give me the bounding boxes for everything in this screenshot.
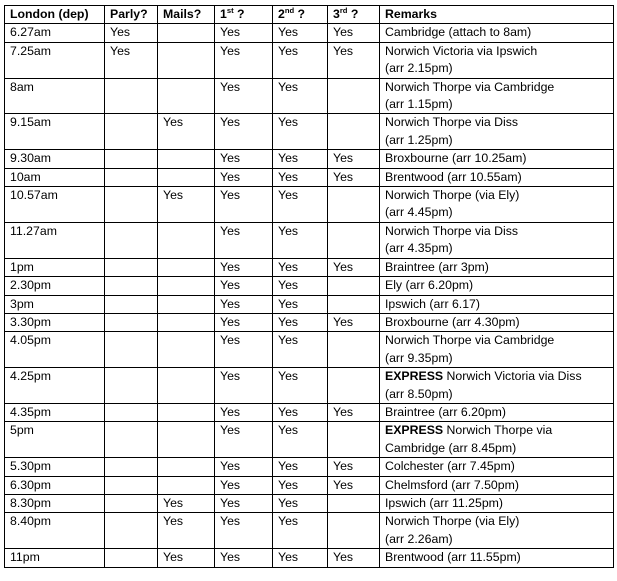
second-class-cell: Yes xyxy=(273,258,328,276)
remarks-line: Norwich Thorpe (via Ely) xyxy=(385,514,520,529)
first-class-cell: Yes xyxy=(215,403,273,421)
parly-cell: Yes xyxy=(105,42,158,78)
remarks-cell xyxy=(380,187,614,223)
first-class-cell: Yes xyxy=(215,368,273,404)
header-first-class-question: ? xyxy=(233,7,245,21)
remarks-line: Norwich Thorpe via Diss xyxy=(385,223,519,238)
mails-cell xyxy=(158,295,215,313)
remarks-line: (arr 1.25pm) xyxy=(385,132,453,147)
remarks-line: Norwich Thorpe via Cambridge xyxy=(385,333,555,348)
second-class-cell: Yes xyxy=(273,403,328,421)
header-remarks: Remarks xyxy=(380,6,614,24)
third-class-cell xyxy=(328,187,380,223)
third-class-cell xyxy=(328,114,380,150)
table-row xyxy=(5,313,614,331)
mails-cell xyxy=(158,42,215,78)
mails-cell xyxy=(158,168,215,186)
remarks-line: Norwich Victoria via Ipswich xyxy=(385,43,538,58)
remarks-cell xyxy=(380,458,614,476)
remarks-cell xyxy=(380,222,614,258)
express-label: EXPRESS xyxy=(385,369,444,384)
second-class-cell: Yes xyxy=(273,313,328,331)
mails-cell xyxy=(158,78,215,114)
remarks-line: (arr 9.35pm) xyxy=(385,350,453,365)
table-row xyxy=(5,24,614,42)
first-class-cell: Yes xyxy=(215,476,273,494)
header-first-class-suffix: st xyxy=(226,5,234,15)
mails-cell xyxy=(158,258,215,276)
remarks-line: (arr 4.45pm) xyxy=(385,205,453,220)
first-class-cell: Yes xyxy=(215,187,273,223)
remarks-line: Norwich Thorpe via Diss xyxy=(385,115,519,130)
remarks-line: Cambridge (attach to 8am) xyxy=(385,25,532,40)
table-row xyxy=(5,513,614,549)
table-row xyxy=(5,422,614,458)
second-class-cell: Yes xyxy=(273,168,328,186)
mails-cell: Yes xyxy=(158,187,215,223)
third-class-cell xyxy=(328,222,380,258)
header-parly: Parly? xyxy=(105,6,158,24)
first-class-cell: Yes xyxy=(215,78,273,114)
table-row xyxy=(5,187,614,223)
remarks-cell xyxy=(380,78,614,114)
mails-cell: Yes xyxy=(158,114,215,150)
remarks-cell xyxy=(380,332,614,368)
departure-cell: 2.30pm xyxy=(5,277,105,295)
third-class-cell xyxy=(328,422,380,458)
parly-cell xyxy=(105,114,158,150)
first-class-cell: Yes xyxy=(215,114,273,150)
remarks-line: Norwich Thorpe via Cambridge xyxy=(385,79,555,94)
header-second-class-suffix: nd xyxy=(284,5,295,15)
departure-cell: 6.27am xyxy=(5,24,105,42)
header-third-class-question: ? xyxy=(347,7,359,21)
first-class-cell: Yes xyxy=(215,458,273,476)
mails-cell: Yes xyxy=(158,494,215,512)
mails-cell: Yes xyxy=(158,513,215,549)
first-class-cell: Yes xyxy=(215,150,273,168)
third-class-cell: Yes xyxy=(328,458,380,476)
remarks-line: (arr 2.26am) xyxy=(385,531,453,546)
departure-cell: 4.25pm xyxy=(5,368,105,404)
third-class-cell: Yes xyxy=(328,168,380,186)
mails-cell xyxy=(158,150,215,168)
header-third-class-suffix: rd xyxy=(339,5,348,15)
departure-cell: 8am xyxy=(5,78,105,114)
remarks-cell xyxy=(380,313,614,331)
parly-cell xyxy=(105,458,158,476)
third-class-cell: Yes xyxy=(328,42,380,78)
second-class-cell: Yes xyxy=(273,332,328,368)
mails-cell xyxy=(158,476,215,494)
third-class-cell xyxy=(328,332,380,368)
remarks-cell xyxy=(380,277,614,295)
table-row xyxy=(5,42,614,78)
first-class-cell: Yes xyxy=(215,277,273,295)
table-row xyxy=(5,494,614,512)
remarks-cell xyxy=(380,549,614,567)
departure-cell: 3.30pm xyxy=(5,313,105,331)
parly-cell xyxy=(105,277,158,295)
first-class-cell: Yes xyxy=(215,222,273,258)
header-third-class-number: 3 xyxy=(333,7,340,21)
departure-cell: 5.30pm xyxy=(5,458,105,476)
header-third-class xyxy=(328,6,380,24)
second-class-cell: Yes xyxy=(273,78,328,114)
parly-cell xyxy=(105,295,158,313)
parly-cell xyxy=(105,513,158,549)
parly-cell xyxy=(105,422,158,458)
parly-cell xyxy=(105,313,158,331)
departure-cell: 11pm xyxy=(5,549,105,567)
parly-cell xyxy=(105,150,158,168)
second-class-cell: Yes xyxy=(273,150,328,168)
remarks-line: Braintree (arr 6.20pm) xyxy=(385,404,506,419)
first-class-cell: Yes xyxy=(215,24,273,42)
mails-cell xyxy=(158,313,215,331)
remarks-line: Ipswich (arr 11.25pm) xyxy=(385,495,503,510)
table-row xyxy=(5,476,614,494)
departure-cell: 10.57am xyxy=(5,187,105,223)
remarks-line: (arr 1.15pm) xyxy=(385,97,453,112)
mails-cell xyxy=(158,24,215,42)
header-second-class-number: 2 xyxy=(278,7,285,21)
second-class-cell: Yes xyxy=(273,458,328,476)
second-class-cell: Yes xyxy=(273,24,328,42)
header-second-class xyxy=(273,6,328,24)
departure-cell: 3pm xyxy=(5,295,105,313)
first-class-cell: Yes xyxy=(215,513,273,549)
parly-cell xyxy=(105,187,158,223)
second-class-cell: Yes xyxy=(273,114,328,150)
remarks-cell xyxy=(380,168,614,186)
remarks-line: (arr 8.50pm) xyxy=(385,386,453,401)
third-class-cell: Yes xyxy=(328,258,380,276)
second-class-cell: Yes xyxy=(273,187,328,223)
mails-cell xyxy=(158,403,215,421)
mails-cell: Yes xyxy=(158,549,215,567)
parly-cell xyxy=(105,494,158,512)
third-class-cell xyxy=(328,295,380,313)
second-class-cell: Yes xyxy=(273,368,328,404)
header-first-class xyxy=(215,6,273,24)
remarks-line: Braintree (arr 3pm) xyxy=(385,259,489,274)
departure-cell: 5pm xyxy=(5,422,105,458)
third-class-cell xyxy=(328,494,380,512)
third-class-cell: Yes xyxy=(328,549,380,567)
remarks-line: Ipswich (arr 6.17) xyxy=(385,296,480,311)
remarks-line: Norwich Thorpe via xyxy=(446,423,553,438)
parly-cell xyxy=(105,549,158,567)
departure-cell: 8.40pm xyxy=(5,513,105,549)
express-label: EXPRESS xyxy=(385,423,444,438)
remarks-line: Norwich Thorpe (via Ely) xyxy=(385,188,520,203)
parly-cell xyxy=(105,403,158,421)
remarks-cell xyxy=(380,494,614,512)
third-class-cell: Yes xyxy=(328,150,380,168)
third-class-cell: Yes xyxy=(328,476,380,494)
remarks-line: Norwich Victoria via Diss xyxy=(446,369,582,384)
first-class-cell: Yes xyxy=(215,332,273,368)
first-class-cell: Yes xyxy=(215,313,273,331)
table-row xyxy=(5,258,614,276)
remarks-line: Broxbourne (arr 10.25am) xyxy=(385,151,527,166)
departure-cell: 7.25am xyxy=(5,42,105,78)
third-class-cell: Yes xyxy=(328,313,380,331)
parly-cell xyxy=(105,332,158,368)
third-class-cell: Yes xyxy=(328,403,380,421)
departure-cell: 9.30am xyxy=(5,150,105,168)
header-first-class-number: 1 xyxy=(220,7,227,21)
parly-cell xyxy=(105,168,158,186)
remarks-cell xyxy=(380,368,614,404)
remarks-cell xyxy=(380,42,614,78)
remarks-cell xyxy=(380,24,614,42)
remarks-line: Brentwood (arr 11.55pm) xyxy=(385,550,521,565)
first-class-cell: Yes xyxy=(215,422,273,458)
remarks-cell xyxy=(380,422,614,458)
table-row xyxy=(5,168,614,186)
remarks-line: (arr 4.35pm) xyxy=(385,241,453,256)
table-row xyxy=(5,114,614,150)
second-class-cell: Yes xyxy=(273,42,328,78)
remarks-line: Chelmsford (arr 7.50pm) xyxy=(385,477,519,492)
remarks-cell xyxy=(380,258,614,276)
remarks-line: Colchester (arr 7.45pm) xyxy=(385,459,515,474)
timetable xyxy=(4,5,614,568)
first-class-cell: Yes xyxy=(215,494,273,512)
remarks-line: Broxbourne (arr 4.30pm) xyxy=(385,314,520,329)
first-class-cell: Yes xyxy=(215,42,273,78)
header-row xyxy=(5,6,614,24)
remarks-cell xyxy=(380,114,614,150)
third-class-cell: Yes xyxy=(328,24,380,42)
parly-cell xyxy=(105,78,158,114)
first-class-cell: Yes xyxy=(215,549,273,567)
parly-cell xyxy=(105,222,158,258)
mails-cell xyxy=(158,368,215,404)
mails-cell xyxy=(158,332,215,368)
header-second-class-question: ? xyxy=(294,7,306,21)
second-class-cell: Yes xyxy=(273,295,328,313)
table-row xyxy=(5,368,614,404)
second-class-cell: Yes xyxy=(273,277,328,295)
third-class-cell xyxy=(328,78,380,114)
second-class-cell: Yes xyxy=(273,476,328,494)
remarks-cell xyxy=(380,150,614,168)
remarks-cell xyxy=(380,476,614,494)
mails-cell xyxy=(158,458,215,476)
remarks-cell xyxy=(380,403,614,421)
departure-cell: 6.30pm xyxy=(5,476,105,494)
table-row xyxy=(5,277,614,295)
parly-cell xyxy=(105,368,158,404)
first-class-cell: Yes xyxy=(215,168,273,186)
departure-cell: 9.15am xyxy=(5,114,105,150)
third-class-cell xyxy=(328,513,380,549)
departure-cell: 8.30pm xyxy=(5,494,105,512)
table-row xyxy=(5,295,614,313)
mails-cell xyxy=(158,422,215,458)
remarks-line: Brentwood (arr 10.55am) xyxy=(385,169,522,184)
second-class-cell: Yes xyxy=(273,222,328,258)
second-class-cell: Yes xyxy=(273,549,328,567)
first-class-cell: Yes xyxy=(215,258,273,276)
mails-cell xyxy=(158,277,215,295)
departure-cell: 10am xyxy=(5,168,105,186)
table-row xyxy=(5,78,614,114)
second-class-cell: Yes xyxy=(273,513,328,549)
table-row xyxy=(5,332,614,368)
mails-cell xyxy=(158,222,215,258)
departure-cell: 1pm xyxy=(5,258,105,276)
remarks-line: Cambridge (arr 8.45pm) xyxy=(385,440,517,455)
remarks-line: Ely (arr 6.20pm) xyxy=(385,278,474,293)
third-class-cell xyxy=(328,368,380,404)
remarks-cell xyxy=(380,295,614,313)
parly-cell xyxy=(105,258,158,276)
timetable-body xyxy=(5,24,614,567)
departure-cell: 11.27am xyxy=(5,222,105,258)
table-row xyxy=(5,458,614,476)
table-row xyxy=(5,150,614,168)
header-mails: Mails? xyxy=(158,6,215,24)
parly-cell xyxy=(105,476,158,494)
remarks-cell xyxy=(380,513,614,549)
parly-cell: Yes xyxy=(105,24,158,42)
first-class-cell: Yes xyxy=(215,295,273,313)
table-row xyxy=(5,403,614,421)
departure-cell: 4.35pm xyxy=(5,403,105,421)
table-row xyxy=(5,222,614,258)
second-class-cell: Yes xyxy=(273,494,328,512)
table-row xyxy=(5,549,614,567)
third-class-cell xyxy=(328,277,380,295)
remarks-line: (arr 2.15pm) xyxy=(385,61,453,76)
second-class-cell: Yes xyxy=(273,422,328,458)
header-london-dep: London (dep) xyxy=(5,6,105,24)
departure-cell: 4.05pm xyxy=(5,332,105,368)
